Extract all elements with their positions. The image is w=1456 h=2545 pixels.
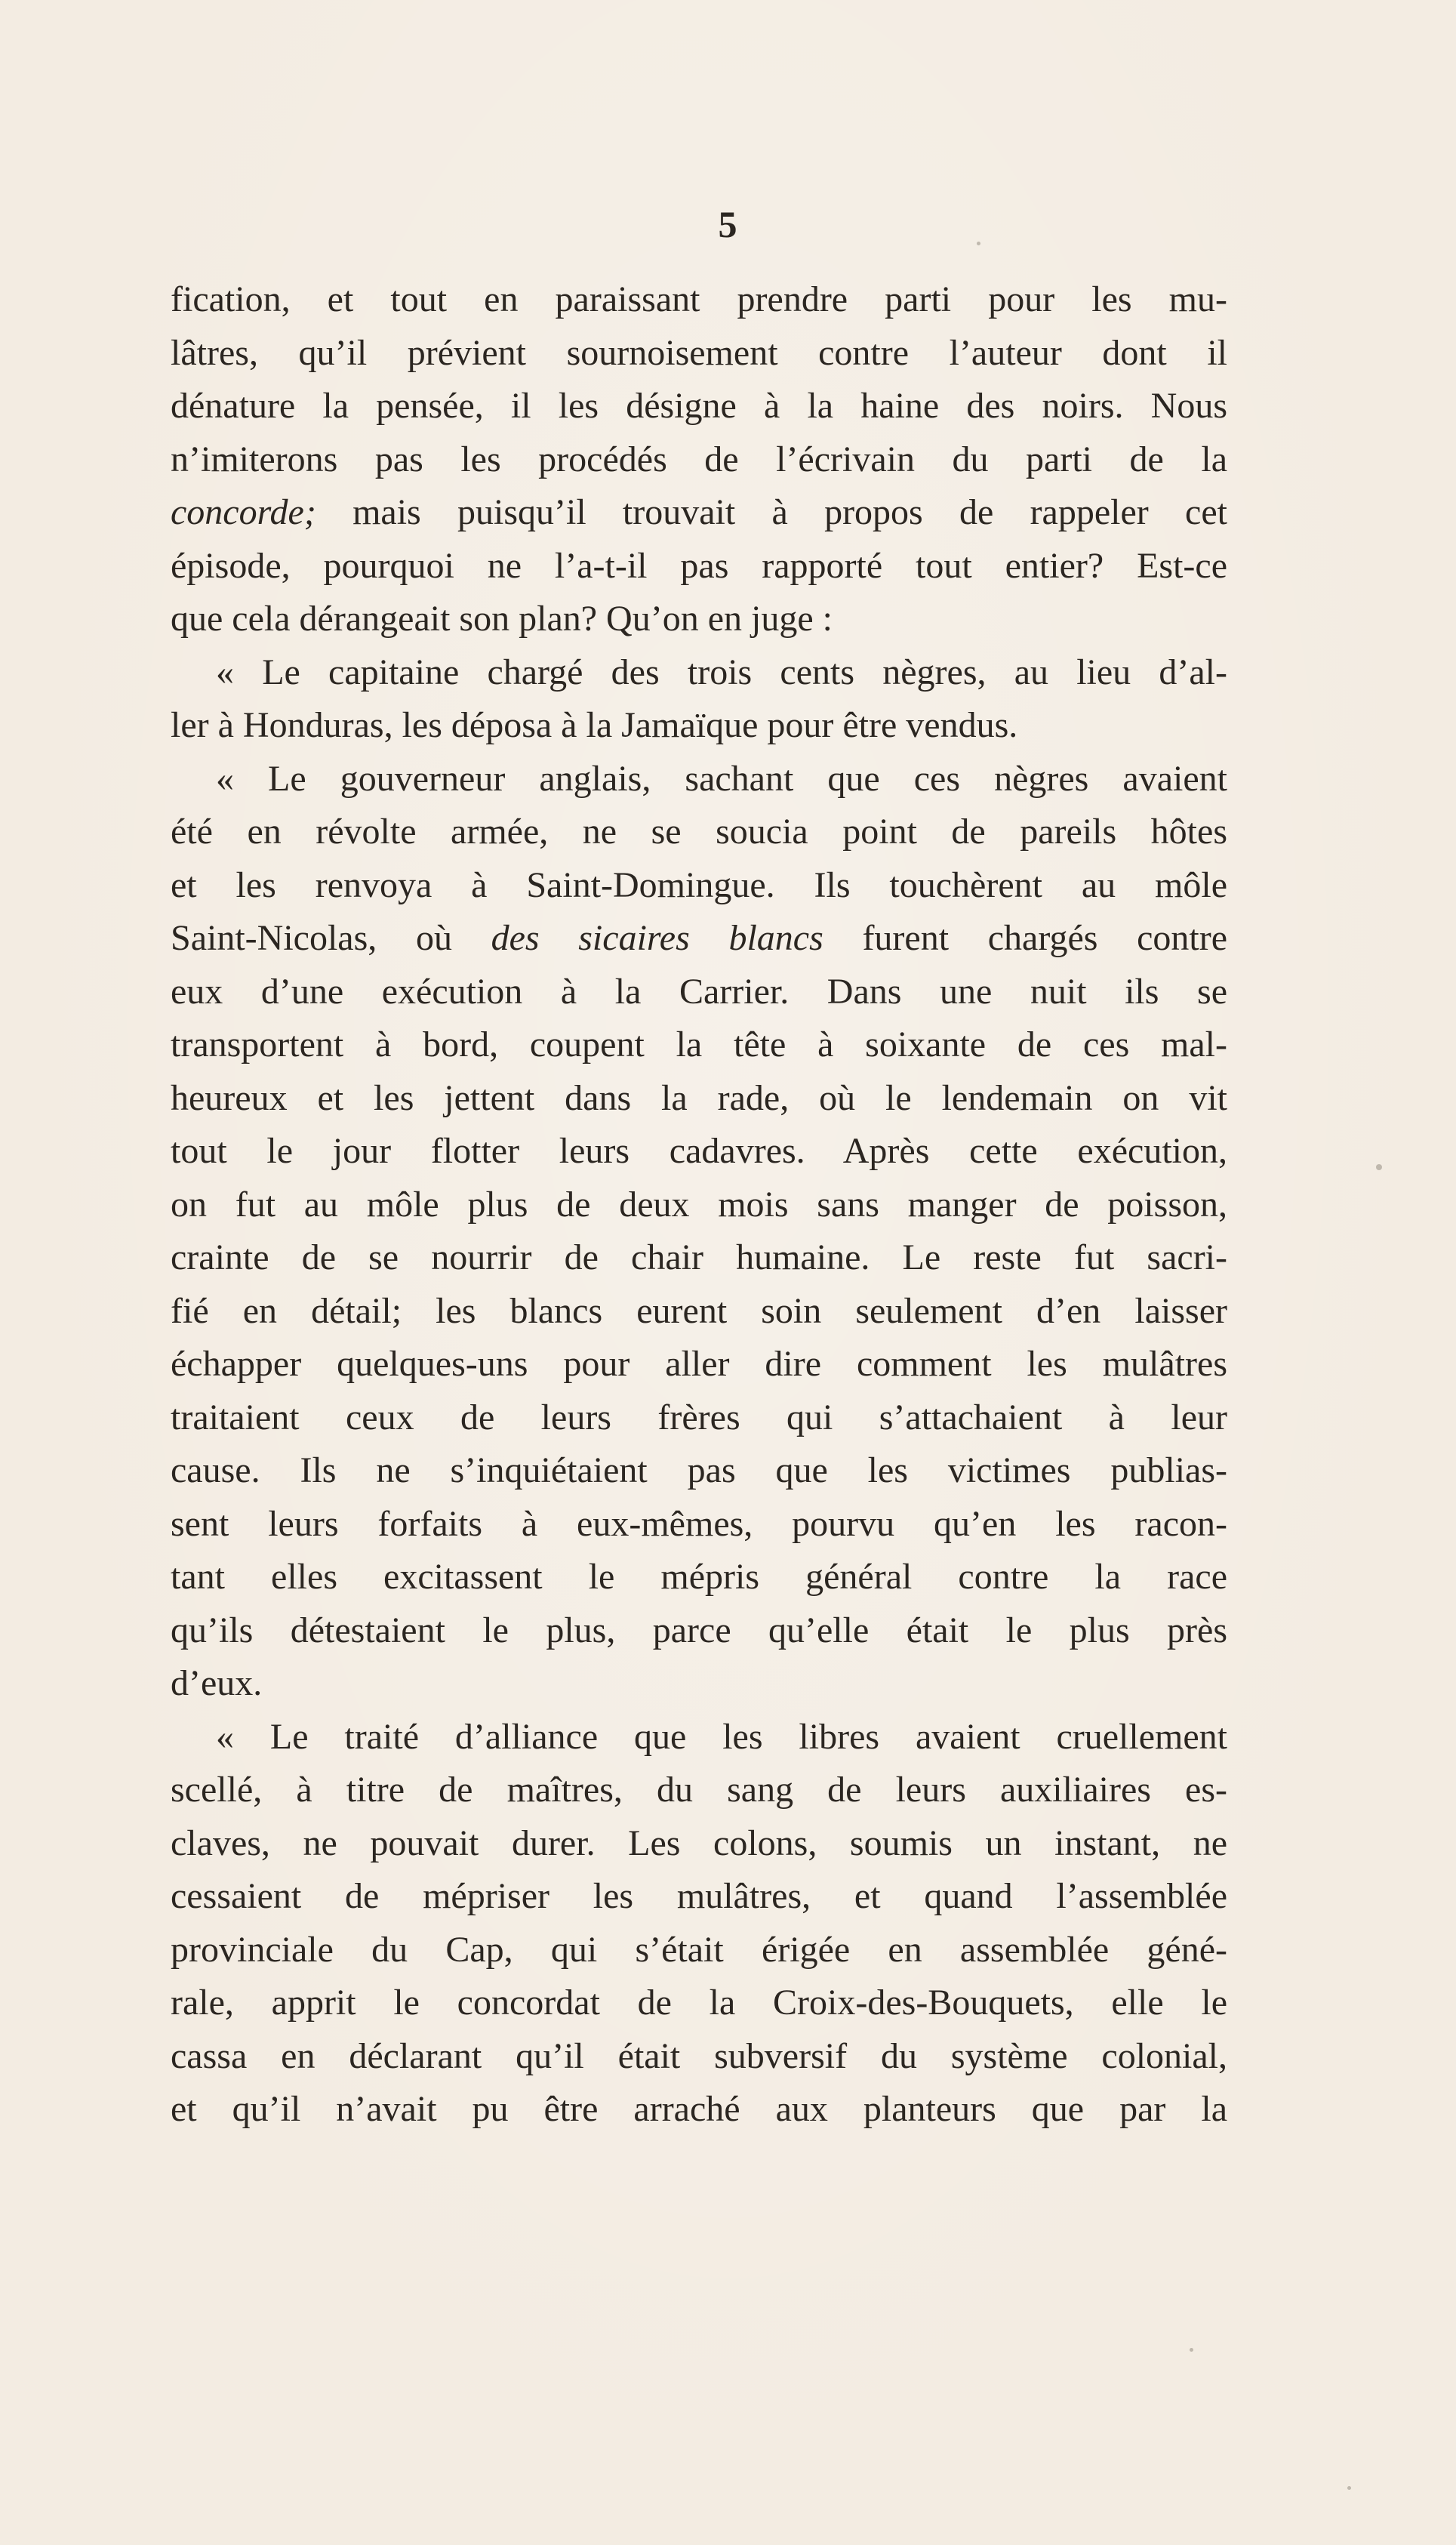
text-line: cessaient de mépriser les mulâtres, et quand l’assemblée [171,1876,1227,1916]
paper-speck [1190,2348,1193,2352]
text-line: on fut au môle plus de deux mois sans manger de poisson, [171,1184,1227,1225]
paragraph-start-line: « Le capitaine chargé des trois cents nègres, au lieu d’al- [216,652,1227,692]
text-line: traitaient ceux de leurs frères qui s’attachaient à leur [171,1397,1227,1437]
italic-text: concorde; [171,492,316,532]
text-run: furent chargés contre [823,918,1227,958]
text-line: et les renvoya à Saint-Domingue. Ils touchèrent au môle [171,864,1227,905]
text-line: tout le jour flotter leurs cadavres. Après cette exécution, [171,1131,1227,1171]
body-text [171,273,1227,2137]
paper-speck [977,242,980,245]
text-line [171,486,1227,540]
text-line [171,912,1227,966]
text-line: fié en détail; les blancs eurent soin seulement d’en laisser [171,1290,1227,1331]
text-line: tant elles excitassent le mépris général contre la race [171,1557,1227,1597]
text-line: eux d’une exécution à la Carrier. Dans une nuit ils se [171,971,1227,1012]
text-line: échapper quelques-uns pour aller dire comment les mulâtres [171,1344,1227,1384]
text-line: d’eux. [171,1663,263,1703]
text-line: que cela dérangeait son plan? Qu’on en juge : [171,599,833,639]
text-line: fication, et tout en paraissant prendre parti pour les mu- [171,279,1227,319]
text-line: et qu’il n’avait pu être arraché aux planteurs que par la [171,2089,1227,2129]
text-line: rale, apprit le concordat de la Croix-des-Bouquets, elle le [171,1983,1227,2023]
paragraph-start-line: « Le gouverneur anglais, sachant que ces nègres avaient [216,758,1227,799]
text-line: claves, ne pouvait durer. Les colons, soumis un instant, ne [171,1822,1227,1863]
text-line: transportent à bord, coupent la tête à soixante de ces mal- [171,1024,1227,1065]
paragraph-start-line: « Le traité d’alliance que les libres avaient cruellement [216,1716,1227,1757]
text-line: provinciale du Cap, qui s’était érigée en assemblée géné- [171,1929,1227,1970]
text-line: qu’ils détestaient le plus, parce qu’elle était le plus près [171,1610,1227,1650]
paper-speck [1347,2486,1351,2490]
paper-speck [1376,1164,1382,1170]
text-line: scellé, à titre de maîtres, du sang de leurs auxiliaires es- [171,1770,1227,1810]
text-line: crainte de se nourrir de chair humaine. Le reste fut sacri- [171,1237,1227,1277]
text-line: dénature la pensée, il les désigne à la haine des noirs. Nous [171,386,1227,426]
text-line: été en révolte armée, ne se soucia point de pareils hôtes [171,812,1227,852]
text-line: cassa en déclarant qu’il était subversif du système colonial, [171,2035,1227,2076]
text-run: Saint-Nicolas, où [171,918,491,958]
page-number: 5 [718,203,738,245]
text-line: lâtres, qu’il prévient sournoisement contre l’auteur dont il [171,332,1227,373]
text-line: cause. Ils ne s’inquiétaient pas que les victimes publias- [171,1450,1227,1490]
text-line: épisode, pourquoi ne l’a-t-il pas rapporté tout entier? Est-ce [171,545,1227,586]
italic-text: des sicaires blancs [491,918,823,958]
text-line: ler à Honduras, les déposa à la Jamaïque pour être vendus. [171,705,1018,745]
text-line: n’imiterons pas les procédés de l’écrivain du parti de la [171,439,1227,479]
text-line: sent leurs forfaits à eux-mêmes, pourvu qu’en les racon- [171,1503,1227,1544]
text-line: heureux et les jettent dans la rade, où le lendemain on vit [171,1077,1227,1118]
text-run: mais puisqu’il trouvait à propos de rappeler cet [316,492,1227,532]
